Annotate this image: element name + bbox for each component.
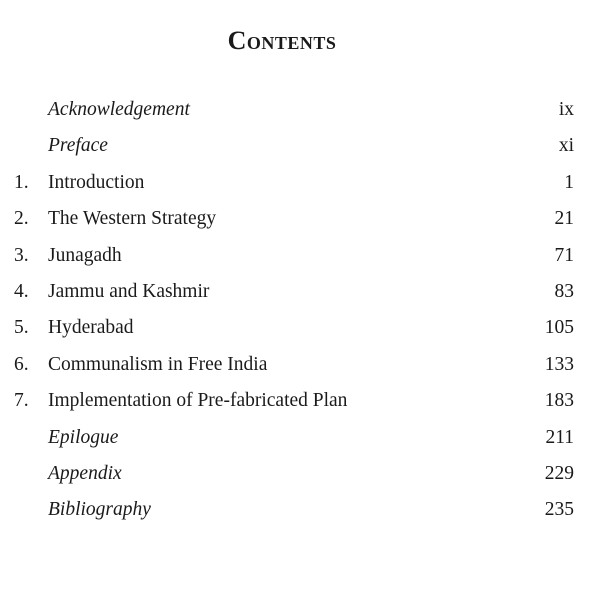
- toc-entry-title: Hyderabad: [48, 317, 134, 339]
- toc-entry-title: Appendix: [48, 462, 122, 484]
- toc-entry: [0, 314, 600, 350]
- toc-entry: [0, 387, 600, 423]
- toc-entry-number: 4.: [14, 280, 29, 302]
- toc-entry: [0, 132, 600, 168]
- toc-entry-title: Preface: [48, 135, 108, 157]
- toc-entry-number: 6.: [14, 353, 29, 375]
- toc-entry: [0, 496, 600, 532]
- toc-entry-page-number: 1: [564, 171, 574, 193]
- toc-entry-title: Jammu and Kashmir: [48, 280, 210, 302]
- table-of-contents: [0, 96, 600, 533]
- toc-entry-page-number: 183: [544, 390, 574, 412]
- toc-entry-page-number: 105: [544, 317, 574, 339]
- toc-entry-title: Bibliography: [48, 499, 151, 521]
- toc-entry: [0, 205, 600, 241]
- toc-entry: [0, 424, 600, 460]
- toc-entry-title: Junagadh: [48, 244, 122, 266]
- toc-entry-title: Epilogue: [48, 426, 119, 448]
- toc-entry-number: 5.: [14, 317, 29, 339]
- toc-entry-title: Communalism in Free India: [48, 353, 268, 375]
- toc-entry-page-number: 235: [544, 499, 574, 521]
- toc-entry-page-number: xi: [558, 135, 574, 157]
- toc-entry-number: 7.: [14, 390, 29, 412]
- toc-entry-page-number: 71: [554, 244, 574, 266]
- toc-entry-title: Implementation of Pre-fabricated Plan: [48, 390, 348, 412]
- toc-entry-page-number: 83: [554, 280, 574, 302]
- toc-entry-page-number: 229: [544, 462, 574, 484]
- toc-entry-number: 1.: [14, 171, 29, 193]
- toc-entry-page-number: 21: [554, 208, 574, 230]
- toc-entry-page-number: 133: [544, 353, 574, 375]
- toc-entry-page-number: ix: [558, 99, 574, 120]
- toc-entry: [0, 351, 600, 387]
- toc-entry: [0, 460, 600, 496]
- toc-entry: [0, 278, 600, 314]
- toc-entry-number: 3.: [14, 244, 29, 266]
- toc-entry: [0, 169, 600, 205]
- toc-entry-number: 2.: [14, 208, 29, 230]
- toc-entry-title: Introduction: [48, 171, 145, 193]
- page-title: Contents: [227, 26, 337, 55]
- toc-entry: [0, 96, 600, 132]
- toc-entry: [0, 242, 600, 278]
- toc-entry-page-number: 211: [545, 426, 574, 448]
- toc-entry-title: Acknowledgement: [48, 99, 190, 120]
- toc-entry-title: The Western Strategy: [48, 208, 217, 230]
